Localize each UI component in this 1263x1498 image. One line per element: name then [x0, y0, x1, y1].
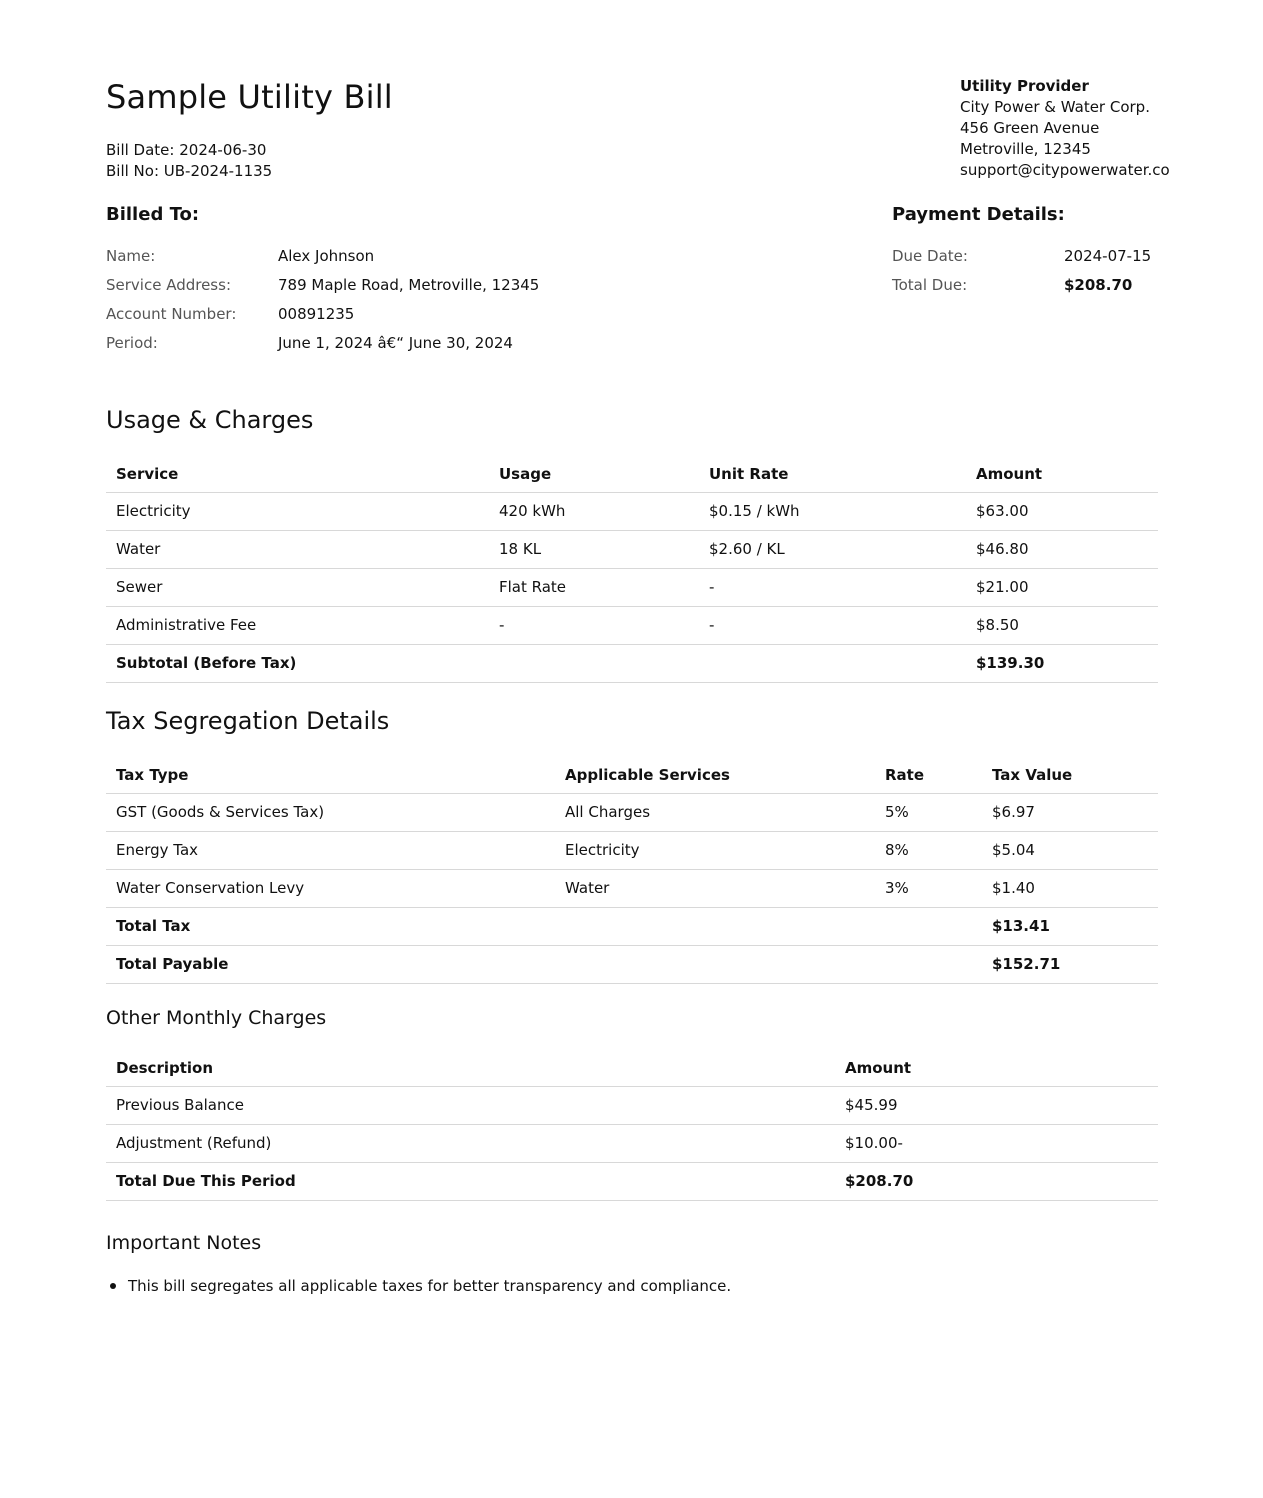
billed-to-details — [106, 247, 539, 363]
table-cell: $21.00 — [966, 568, 1158, 606]
table-cell: $1.40 — [982, 869, 1158, 907]
table-cell: Electricity — [555, 831, 875, 869]
list-item — [106, 1276, 731, 1296]
billed-to-row — [106, 276, 539, 305]
page-title: Sample Utility Bill — [106, 78, 393, 116]
table-cell: 18 KL — [489, 530, 699, 568]
subtotal-row — [106, 644, 1158, 682]
account-number: 00891235 — [278, 305, 355, 323]
table-header-row — [106, 1050, 1158, 1086]
table-row — [106, 869, 1158, 907]
total-tax-row — [106, 907, 1158, 945]
table-cell: Sewer — [106, 568, 489, 606]
column-header: Amount — [966, 456, 1158, 492]
table-cell: - — [699, 568, 966, 606]
total-payable-label: Total Payable — [106, 945, 555, 983]
table-row — [106, 1124, 1158, 1162]
billed-to-heading: Billed To: — [106, 204, 200, 225]
table-row — [106, 831, 1158, 869]
table-cell — [699, 644, 966, 682]
table-cell: - — [699, 606, 966, 644]
table-cell: Water — [555, 869, 875, 907]
table-cell: 3% — [875, 869, 982, 907]
table-cell: Administrative Fee — [106, 606, 489, 644]
column-header: Amount — [835, 1050, 1158, 1086]
provider-heading: Utility Provider — [960, 77, 1089, 95]
provider-city: Metroville, 12345 — [960, 140, 1091, 158]
table-cell: Energy Tax — [106, 831, 555, 869]
column-header: Service — [106, 456, 489, 492]
column-header: Description — [106, 1050, 835, 1086]
table-row — [106, 1086, 1158, 1124]
field-label: Period: — [106, 334, 158, 352]
table-cell: $46.80 — [966, 530, 1158, 568]
bullet-icon — [110, 1283, 116, 1289]
subtotal-label: Subtotal (Before Tax) — [106, 644, 489, 682]
subtotal-value: $139.30 — [966, 644, 1158, 682]
provider-email: support@citypowerwater.co — [960, 161, 1170, 179]
table-cell — [489, 644, 699, 682]
notes-list — [106, 1276, 731, 1296]
bill-date: Bill Date: 2024-06-30 — [106, 141, 267, 159]
total-tax-label: Total Tax — [106, 907, 555, 945]
field-label: Account Number: — [106, 305, 237, 323]
total-due-period-row — [106, 1162, 1158, 1200]
table-cell: $0.15 / kWh — [699, 492, 966, 530]
column-header: Rate — [875, 757, 982, 793]
total-payable-value: $152.71 — [982, 945, 1158, 983]
table-row — [106, 492, 1158, 530]
field-label: Service Address: — [106, 276, 231, 294]
payment-details — [892, 247, 1151, 305]
note-text: This bill segregates all applicable taxes for better transparency and compliance. — [128, 1277, 732, 1295]
tax-table — [106, 757, 1158, 984]
table-cell: Adjustment (Refund) — [106, 1124, 835, 1162]
table-cell: $2.60 / KL — [699, 530, 966, 568]
table-cell: - — [489, 606, 699, 644]
billed-to-row — [106, 334, 539, 363]
table-cell: Electricity — [106, 492, 489, 530]
table-cell: $63.00 — [966, 492, 1158, 530]
provider-street: 456 Green Avenue — [960, 119, 1100, 137]
notes-heading: Important Notes — [106, 1232, 262, 1254]
tax-heading: Tax Segregation Details — [106, 707, 390, 735]
column-header: Tax Type — [106, 757, 555, 793]
table-cell: Water Conservation Levy — [106, 869, 555, 907]
table-cell: Water — [106, 530, 489, 568]
table-header-row — [106, 456, 1158, 492]
other-charges-heading: Other Monthly Charges — [106, 1007, 327, 1029]
table-cell — [555, 945, 875, 983]
column-header: Tax Value — [982, 757, 1158, 793]
billed-to-row — [106, 247, 539, 276]
table-cell: 5% — [875, 793, 982, 831]
field-label: Name: — [106, 247, 156, 265]
table-cell: $10.00- — [835, 1124, 1158, 1162]
bill-meta — [106, 140, 272, 182]
billing-period: June 1, 2024 â€“ June 30, 2024 — [278, 334, 513, 352]
table-cell: $8.50 — [966, 606, 1158, 644]
table-row — [106, 530, 1158, 568]
table-cell: $45.99 — [835, 1086, 1158, 1124]
column-header: Usage — [489, 456, 699, 492]
table-cell — [555, 907, 875, 945]
table-cell: All Charges — [555, 793, 875, 831]
bill-number: Bill No: UB-2024-1135 — [106, 162, 273, 180]
total-tax-value: $13.41 — [982, 907, 1158, 945]
table-cell: Flat Rate — [489, 568, 699, 606]
payment-details-heading: Payment Details: — [892, 204, 1065, 225]
usage-heading: Usage & Charges — [106, 406, 314, 434]
table-row — [106, 793, 1158, 831]
payment-row — [892, 276, 1151, 305]
total-due: $208.70 — [1064, 276, 1133, 294]
table-header-row — [106, 757, 1158, 793]
due-date: 2024-07-15 — [1064, 247, 1152, 265]
column-header: Applicable Services — [555, 757, 875, 793]
service-address: 789 Maple Road, Metroville, 12345 — [278, 276, 540, 294]
customer-name: Alex Johnson — [278, 247, 375, 265]
total-due-period-value: $208.70 — [835, 1162, 1158, 1200]
provider-block — [960, 76, 1170, 181]
table-cell: 8% — [875, 831, 982, 869]
table-cell — [875, 907, 982, 945]
table-cell — [875, 945, 982, 983]
table-row — [106, 568, 1158, 606]
total-payable-row — [106, 945, 1158, 983]
table-cell: GST (Goods & Services Tax) — [106, 793, 555, 831]
table-cell: Previous Balance — [106, 1086, 835, 1124]
other-charges-table — [106, 1050, 1158, 1201]
field-label: Due Date: — [892, 247, 968, 265]
table-cell: $5.04 — [982, 831, 1158, 869]
field-label: Total Due: — [892, 276, 968, 294]
provider-name: City Power & Water Corp. — [960, 98, 1150, 116]
usage-table — [106, 456, 1158, 683]
table-row — [106, 606, 1158, 644]
total-due-period-label: Total Due This Period — [106, 1162, 835, 1200]
column-header: Unit Rate — [699, 456, 966, 492]
table-cell: $6.97 — [982, 793, 1158, 831]
billed-to-row — [106, 305, 539, 334]
payment-row — [892, 247, 1151, 276]
table-cell: 420 kWh — [489, 492, 699, 530]
